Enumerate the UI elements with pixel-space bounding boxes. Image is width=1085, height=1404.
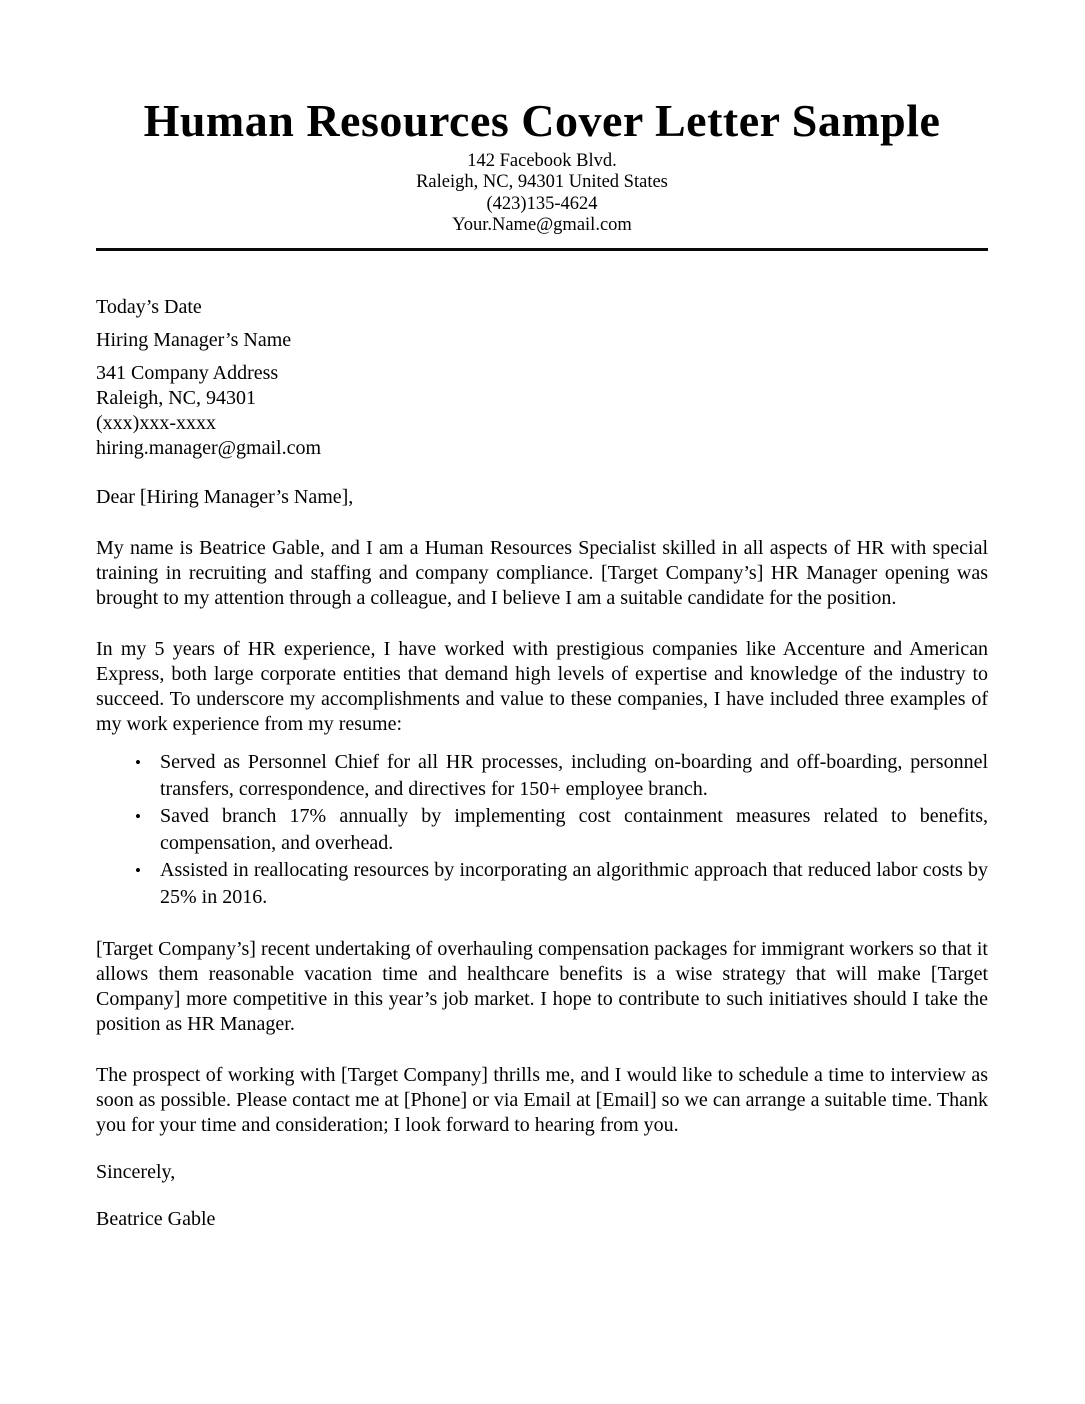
sender-street-address: 142 Facebook Blvd. [467,150,617,171]
signoff: Sincerely, [96,1160,176,1183]
bullet-item-personnel-chief: • Served as Personnel Chief for all HR processes, including on-boarding and off-boarding, personnel transfers, correspondence, and directives for 150+ employee branch. [160,749,988,803]
bullet-item-resource-reallocation: • Assisted in reallocating resources by incorporating an algorithmic approach that reduced labor costs by 25% in 2016. [160,857,988,911]
header-divider [96,248,988,251]
paragraph-company-initiatives: [Target Company’s] recent undertaking of overhauling compensation packages for immigrant workers so that it allows them reasonable vacation time and healthcare benefits is a wise strategy that will make [Target Company] more competitive in this year’s job market. I hope to contribute to such initiatives should I take the position as HR Manager. [96,937,988,1035]
sender-phone: (423)135-4624 [486,193,598,214]
letter-header [96,96,988,251]
accomplishment-bullet-list [96,749,988,911]
paragraph-introduction: My name is Beatrice Gable, and I am a Human Resources Specialist skilled in all aspects of HR with special training in recruiting and staffing and company compliance. [Target Company’s] HR Manager opening was brought to my attention through a colleague, and I believe I am a suitable candidate for the position. [96,536,988,609]
salutation: Dear [Hiring Manager’s Name], [96,485,354,508]
recipient-city-state: Raleigh, NC, 94301 [96,386,256,409]
recipient-street-address: 341 Company Address [96,361,279,384]
recipient-name: Hiring Manager’s Name [96,328,292,351]
bullet-item-cost-savings: • Saved branch 17% annually by implementing cost containment measures related to benefits, compensation, and overhead. [160,803,988,857]
sender-city-state: Raleigh, NC, 94301 United States [416,172,668,193]
letter-title: Human Resources Cover Letter Sample [143,95,941,146]
signature-name: Beatrice Gable [96,1207,216,1230]
recipient-phone: (xxx)xxx-xxxx [96,411,216,434]
paragraph-experience: In my 5 years of HR experience, I have worked with prestigious companies like Accenture and American Express, both large corporate entities that demand high levels of expertise and knowledge of the industry to succeed. To underscore my accomplishments and value to these companies, I have included three examples of my work experience from my resume: [96,637,988,735]
recipient-email: hiring.manager@gmail.com [96,436,322,459]
letter-body [96,536,988,1232]
date-line: Today’s Date [96,295,202,318]
recipient-address-group [96,361,988,461]
paragraph-call-to-action: The prospect of working with [Target Company] thrills me, and I would like to schedule a time to interview as soon as possible. Please contact me at [Phone] or via Email at [Email] so we can arrange a suitable time. Thank you for your time and consideration; I look forward to hearing from you. [96,1063,988,1136]
recipient-block [96,295,988,510]
sender-email: Your.Name@gmail.com [452,215,632,236]
